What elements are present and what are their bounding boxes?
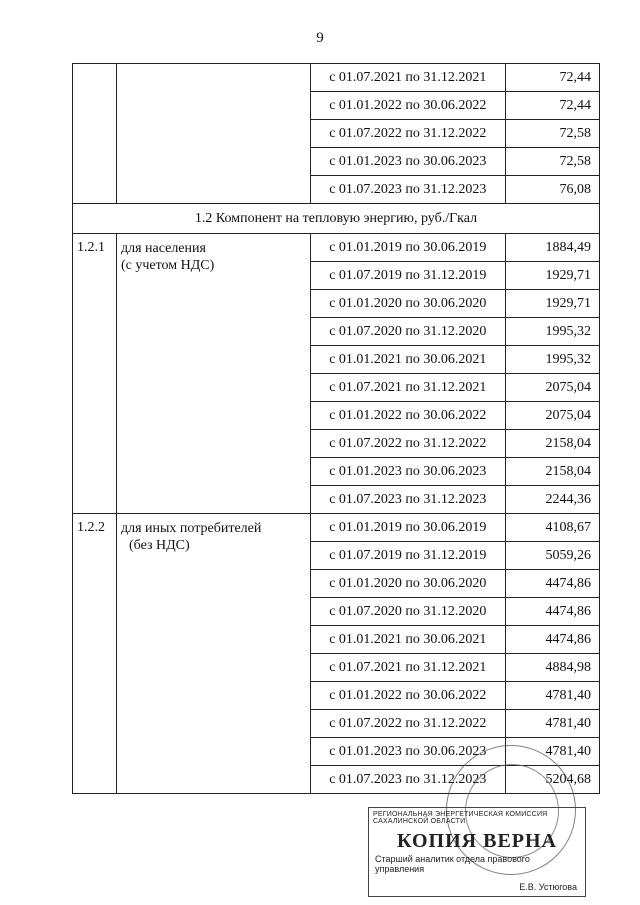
value-cell: 4781,40: [506, 682, 600, 710]
period-cell: с 01.01.2022 по 30.06.2022: [310, 92, 506, 120]
description-subline: (без НДС): [128, 538, 190, 553]
certification-stamp: [368, 807, 586, 897]
value-cell: 4474,86: [506, 570, 600, 598]
period-cell: с 01.07.2020 по 31.12.2020: [310, 318, 506, 346]
period-cell: с 01.01.2019 по 30.06.2019: [310, 234, 506, 262]
period-cell: с 01.07.2022 по 31.12.2022: [310, 430, 506, 458]
value-cell: 5204,68: [506, 766, 600, 794]
period-cell: с 01.01.2023 по 30.06.2023: [310, 738, 506, 766]
value-cell: 1995,32: [506, 346, 600, 374]
value-cell: 4108,67: [506, 514, 600, 542]
value-cell: 1929,71: [506, 262, 600, 290]
row-number-cell: [73, 64, 117, 204]
description-line: для иных потребителей: [120, 521, 262, 536]
period-cell: с 01.07.2023 по 31.12.2023: [310, 766, 506, 794]
row-number-cell: 1.2.2: [73, 514, 117, 794]
section-title: 1.2 Компонент на тепловую энергию, руб./Гкал: [73, 204, 600, 234]
value-cell: 4781,40: [506, 738, 600, 766]
period-cell: с 01.01.2022 по 30.06.2022: [310, 682, 506, 710]
row-description-cell: [116, 64, 310, 204]
value-cell: 5059,26: [506, 542, 600, 570]
period-cell: с 01.07.2022 по 31.12.2022: [310, 120, 506, 148]
tariff-table: [72, 63, 600, 794]
value-cell: 72,58: [506, 148, 600, 176]
period-cell: с 01.07.2021 по 31.12.2021: [310, 654, 506, 682]
value-cell: 4474,86: [506, 626, 600, 654]
table-row: [73, 514, 600, 542]
value-cell: 2244,36: [506, 486, 600, 514]
period-cell: с 01.01.2023 по 30.06.2023: [310, 148, 506, 176]
value-cell: 4474,86: [506, 598, 600, 626]
section-header-row: [73, 204, 600, 234]
period-cell: с 01.01.2019 по 30.06.2019: [310, 514, 506, 542]
row-description-cell: [116, 234, 310, 514]
period-cell: с 01.07.2020 по 31.12.2020: [310, 598, 506, 626]
value-cell: 1995,32: [506, 318, 600, 346]
value-cell: 72,44: [506, 92, 600, 120]
value-cell: 1929,71: [506, 290, 600, 318]
value-cell: 2158,04: [506, 458, 600, 486]
value-cell: 1884,49: [506, 234, 600, 262]
period-cell: с 01.01.2023 по 30.06.2023: [310, 458, 506, 486]
value-cell: 4884,98: [506, 654, 600, 682]
value-cell: 2075,04: [506, 402, 600, 430]
value-cell: 2158,04: [506, 430, 600, 458]
period-cell: с 01.07.2019 по 31.12.2019: [310, 542, 506, 570]
period-cell: с 01.01.2021 по 30.06.2021: [310, 626, 506, 654]
value-cell: 2075,04: [506, 374, 600, 402]
stamp-position: Старший аналитик отдела правового управления: [375, 854, 530, 874]
row-description-cell: [116, 514, 310, 794]
period-cell: с 01.07.2019 по 31.12.2019: [310, 262, 506, 290]
stamp-title: КОПИЯ ВЕРНА: [396, 830, 557, 852]
period-cell: с 01.07.2021 по 31.12.2021: [310, 64, 506, 92]
description-subline: (с учетом НДС): [120, 258, 215, 273]
stamp-organization: РЕГИОНАЛЬНАЯ ЭНЕРГЕТИЧЕСКАЯ КОМИССИЯ САХАЛИНСКОЙ ОБЛАСТИ: [373, 811, 548, 825]
period-cell: с 01.01.2020 по 30.06.2020: [310, 570, 506, 598]
period-cell: с 01.01.2022 по 30.06.2022: [310, 402, 506, 430]
period-cell: с 01.01.2021 по 30.06.2021: [310, 346, 506, 374]
value-cell: 72,44: [506, 64, 600, 92]
period-cell: с 01.01.2020 по 30.06.2020: [310, 290, 506, 318]
table-row: [73, 234, 600, 262]
row-number-cell: 1.2.1: [73, 234, 117, 514]
table-row: [73, 64, 600, 92]
value-cell: 72,58: [506, 120, 600, 148]
period-cell: с 01.07.2023 по 31.12.2023: [310, 486, 506, 514]
tariff-table-body: [73, 64, 600, 794]
period-cell: с 01.07.2023 по 31.12.2023: [310, 176, 506, 204]
description-line: для населения: [120, 241, 206, 256]
period-cell: с 01.07.2022 по 31.12.2022: [310, 710, 506, 738]
page-number: 9: [316, 30, 324, 46]
value-cell: 4781,40: [506, 710, 600, 738]
period-cell: с 01.07.2021 по 31.12.2021: [310, 374, 506, 402]
value-cell: 76,08: [506, 176, 600, 204]
stamp-signer-name: Е.В. Устюгова: [519, 882, 577, 892]
